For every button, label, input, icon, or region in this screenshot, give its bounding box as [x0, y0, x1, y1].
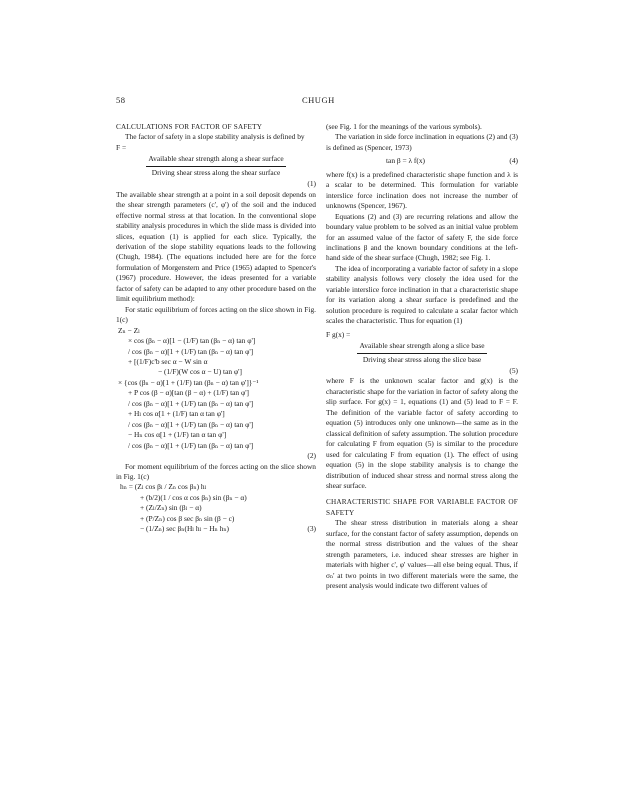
equation-5-number: (5) — [509, 365, 518, 375]
equation-1-lhs: F = — [116, 142, 127, 152]
paragraph: The idea of incorporating a variable factor of safety in a slope stability analysis follows very closely the idea used for the variable interslice force inclination in that a characteristic shape for its variation along a shear surface is predefined and the solution procedure is required to calculate a scalar factor which scales the characteristic. Thus for equation (1) — [326, 263, 518, 326]
intro-paragraph: The factor of safety in a slope stability analysis is defined by — [125, 132, 305, 142]
equation-3-last-row — [120, 524, 316, 534]
paragraph: For moment equilibrium of the forces acting on the slice shown in Fig. 1(c) — [116, 461, 316, 481]
paragraph: The shear stress distribution in materials along a shear surface, for the constant factor of safety assumption, depends on the normal stress distribution and the values of the shear strength parameters, i.e. induced shear stresses are higher in materials with higher c', φ' values—all else being equal. Thus, if σₙ' at two points in two different materials were the same, the present analysis would indicate two different values of — [326, 518, 518, 591]
paragraph: Equations (2) and (3) are recurring relations and allow the boundary value problem to be solved as an initial value problem for an assumed value of the factor of safety F, the side force inclinations β and the known boundary conditions at the left-hand side of the shear surface (Chugh, 1982; see Fig. 1. — [326, 211, 518, 263]
equation-2-line: × cos (βₙ − α)[1 − (1/F) tan (βₙ − α) tan φ'] — [128, 336, 256, 346]
paragraph: For static equilibrium of forces acting on the slice shown in Fig. 1(c) — [116, 304, 316, 325]
section-heading: CALCULATIONS FOR FACTOR OF SAFETY — [116, 123, 263, 131]
paragraph: (see Fig. 1 for the meanings of the various symbols). — [326, 122, 482, 131]
equation-2 — [116, 326, 316, 462]
equation-2-line: / cos (βₙ − α)[1 + (1/F) tan (βₙ − α) tan φ'] — [128, 419, 254, 429]
equation-1-numerator: Available shear strength along a shear surface — [146, 154, 285, 166]
equation-5 — [326, 330, 518, 377]
equation-3-line: − (1/Zₙ) sec βₙ(Hₗ hₗ − Hₙ hₙ) — [140, 524, 230, 534]
equation-2-line: / cos (βₙ − α)[1 + (1/F) tan (βₙ − α) tan φ'] — [128, 346, 254, 356]
equation-4-body: tan β = λ f(x) — [386, 156, 426, 166]
paragraph: where f(x) is a predefined characteristic shape function and λ is a scalar to be determined. This formulation for variable interslice force inclination does not increase the number of unknowns (Spencer, 1967). — [326, 169, 518, 211]
equation-5-fraction — [326, 341, 518, 365]
equation-1-number: (1) — [307, 179, 316, 189]
left-column — [116, 122, 316, 535]
equation-2-line: − Hₙ cos α[1 + (1/F) tan α tan φ'] — [128, 430, 227, 440]
page-number: 58 — [116, 95, 126, 105]
equation-2-line: × {cos (βₙ − α)[1 + (1/F) tan (βₙ − α) tan φ']}⁻¹ — [118, 377, 259, 387]
equation-2-line: / cos (βₙ − α)[1 + (1/F) tan (βₙ − α) tan φ'] — [128, 440, 254, 450]
equation-3-line: + (P/Zₙ) cos β sec βₙ sin (β − c) — [140, 513, 235, 523]
equation-2-line: + P cos (β − α)[tan (β − α) + (1/F) tan φ'] — [128, 388, 249, 398]
equation-3-line: + (Zₗ/Zₙ) sin (βₗ − α) — [140, 503, 202, 513]
paragraph: where F is the unknown scalar factor and g(x) is the characteristic shape for the variation in factor of safety along the slip surface. For g(x) = 1, equations (1) and (5) lead to F = F. The definition of the variable factor of safety according to equation (5) introduces only one unknown—the same as in the classical definition of safety assumption. The solution procedure for calculating F from equation (5) is similar to the procedure used for calculating F from equation (1). The effect of using equation (5) in the slope stability analysis is to change the distribution of induced shear stress and normal stress along the shear surface. — [326, 376, 518, 490]
equation-2-line: + [(1/F)c'b sec α − W sin α — [128, 356, 208, 366]
equation-1-denominator: Driving shear stress along the shear surface — [151, 167, 281, 177]
equation-2-line: / cos (βₙ − α)[1 + (1/F) tan (βₙ − α) tan φ'] — [128, 398, 254, 408]
equation-1 — [116, 143, 316, 190]
equation-2-line: Zₙ − Zₗ — [118, 325, 140, 335]
section-heading: CHARACTERISTIC SHAPE FOR VARIABLE FACTOR OF SAFETY — [326, 498, 518, 517]
equation-2-line: − (1/F)(W cos α − U) tan φ'] — [158, 367, 242, 377]
equation-2-number: (2) — [307, 451, 316, 461]
equation-4-number: (4) — [509, 156, 518, 166]
running-head: CHUGH — [302, 95, 335, 105]
equation-5-denominator: Driving shear stress along the slice base — [362, 354, 482, 364]
equation-3 — [116, 482, 316, 534]
equation-5-numerator: Available shear strength along a slice base — [357, 341, 486, 353]
equation-2-line: + Hₗ cos α[1 + (1/F) tan α tan φ'] — [128, 409, 225, 419]
equation-4 — [326, 153, 518, 169]
paragraph: The variation in side force inclination in equations (2) and (3) is defined as (Spencer, 1973) — [326, 132, 518, 152]
paragraph: The available shear strength at a point in a soil deposit depends on the shear strength parameters (c', φ') of the soil and the induced effective normal stress at that location. In the conventional slope stability analysis procedures in which the slide mass is divided into slices, equation (1) is applied for each slice. Typically, the derivation of the slope stability equations leads to the following (Chugh, 1984). (The equations included here are for the force formulation of Morgenstern and Price (1965) adapted to Spencer's (1967) procedure. However, the ideas presented for a variable factor of safety can be adapted to any other procedure based on the limit equilibrium method): — [116, 189, 316, 304]
equation-5-lhs: F g(x) = — [326, 329, 351, 339]
equation-1-fraction — [116, 154, 316, 178]
equation-3-line: + (b/2)(1 / cos α cos βₙ) sin (βₙ − α) — [140, 492, 247, 502]
equation-3-number: (3) — [307, 524, 316, 534]
equation-3-line: hₙ = (Zₗ cos βₗ / Zₙ cos βₙ) hₗ — [120, 482, 207, 492]
right-column — [326, 122, 518, 591]
